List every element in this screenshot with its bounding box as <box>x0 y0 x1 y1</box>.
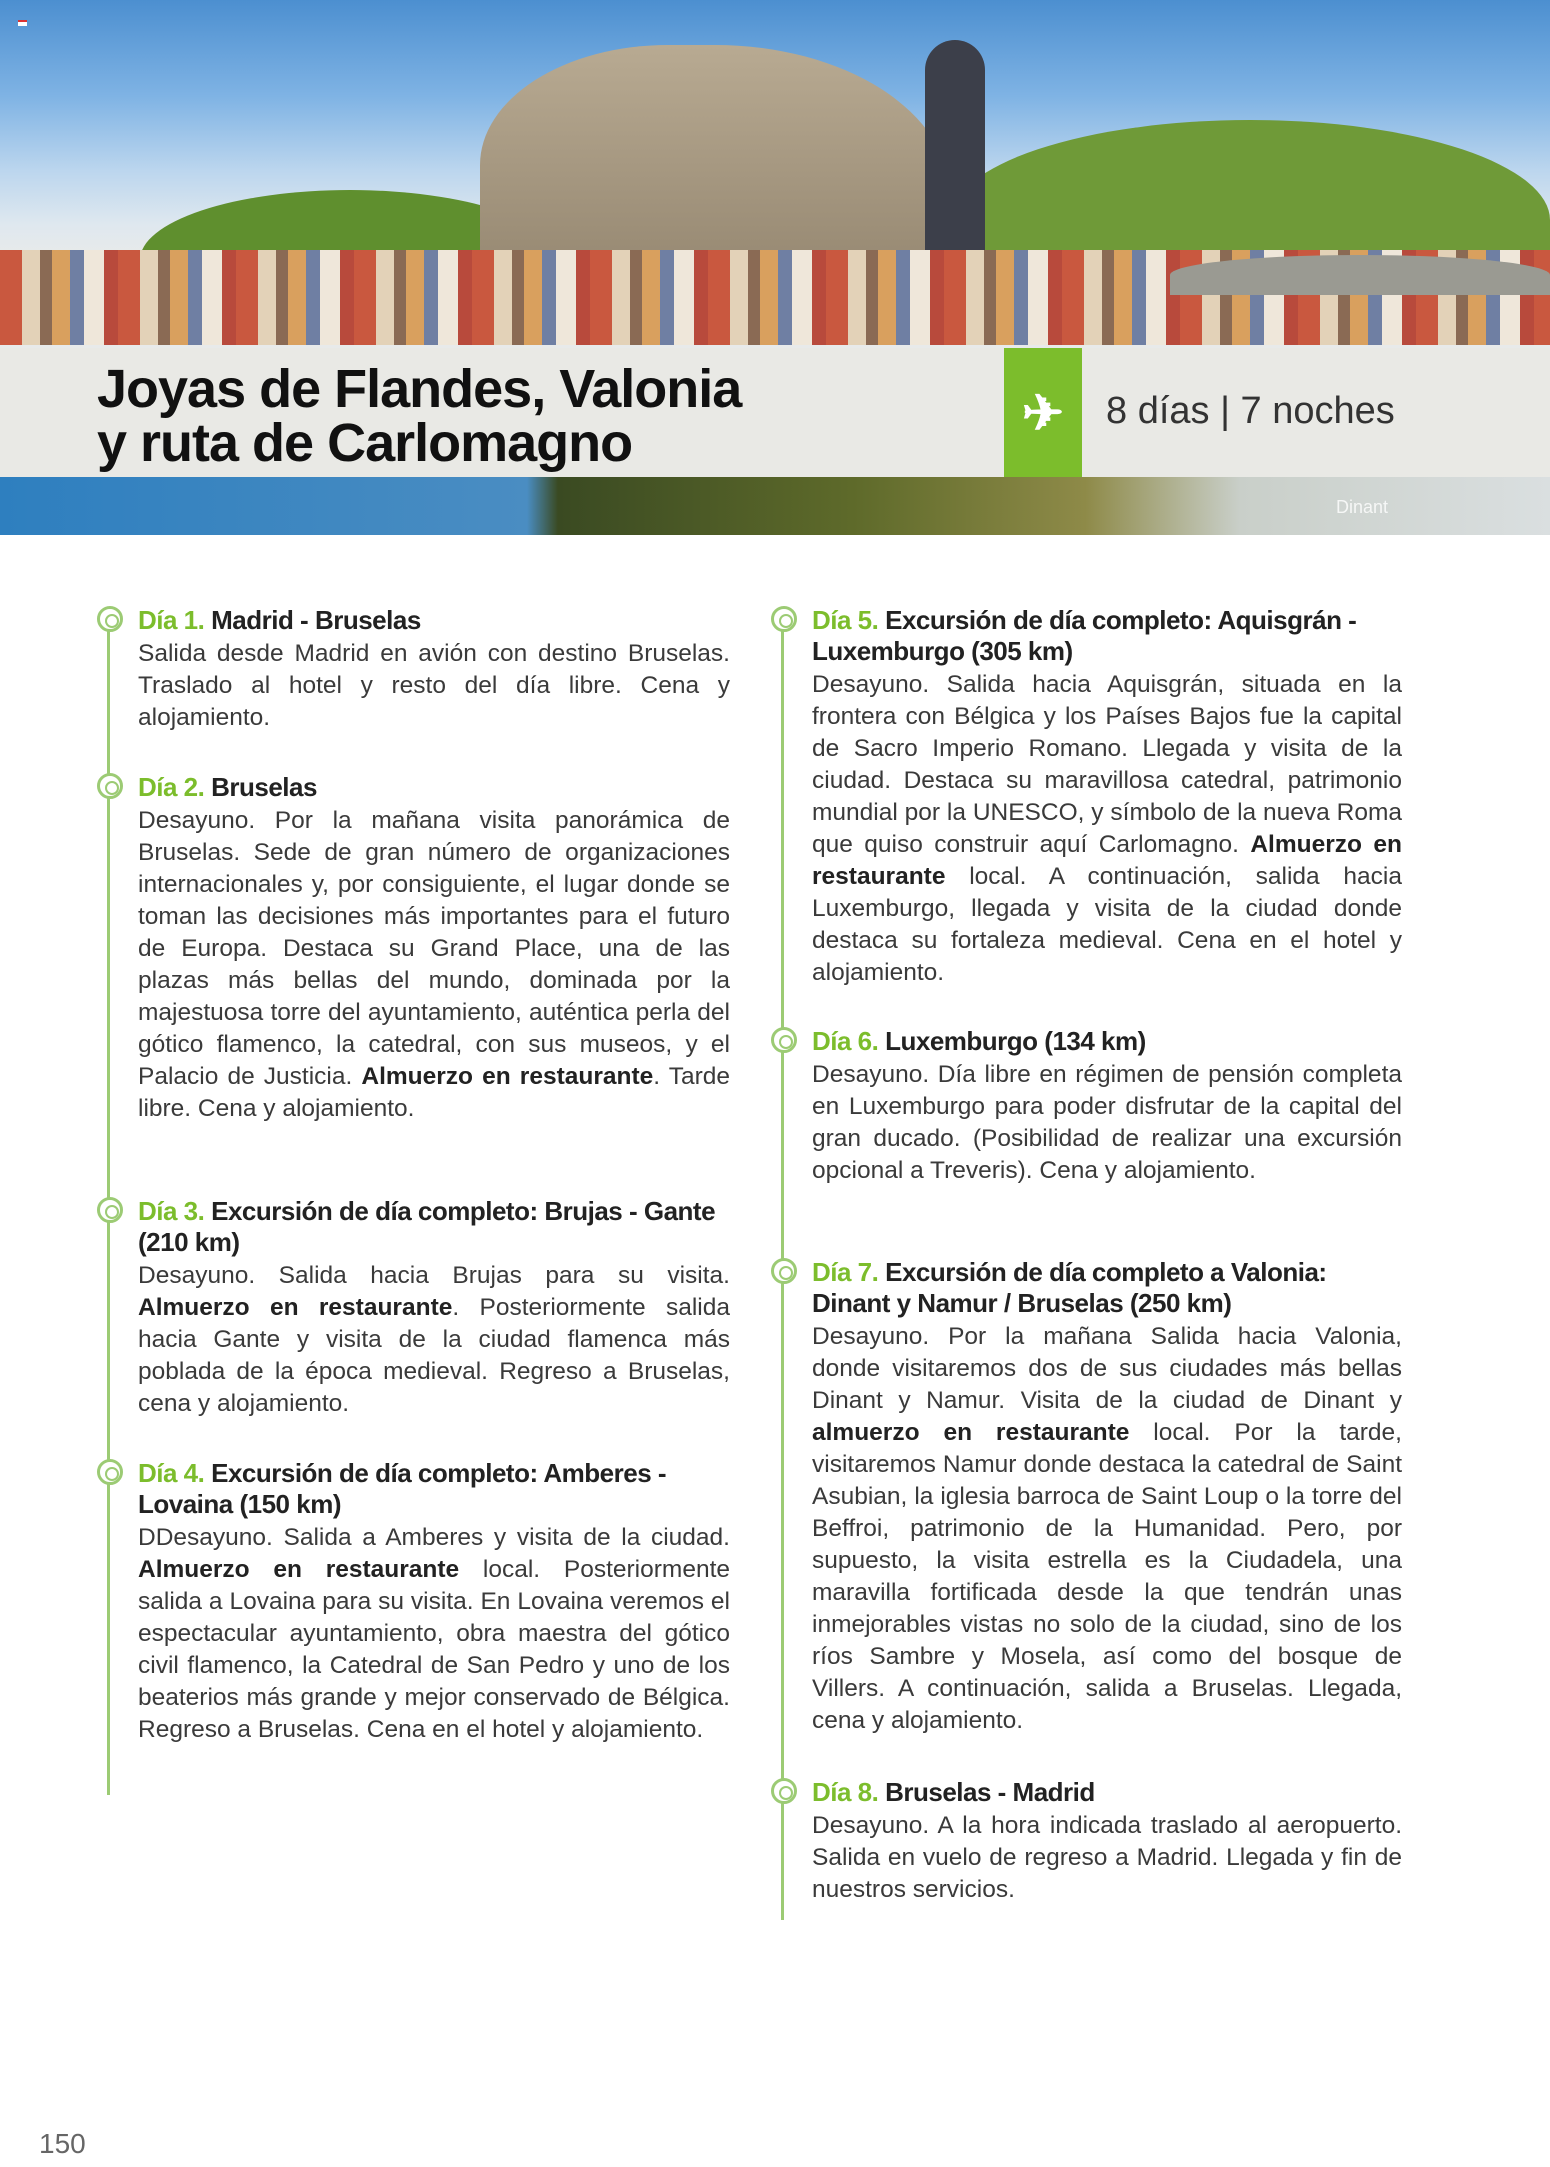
timeline-marker-icon <box>97 773 123 799</box>
highlight-text: Almuerzo en restaurante <box>138 1556 460 1583</box>
itinerary-day-7 <box>812 1257 1402 1737</box>
itinerary-day-3 <box>138 1196 730 1420</box>
day-title: Excursión de día completo: Amberes - Lovaina (150 km) <box>138 1458 667 1519</box>
description-text: . Posteriormente salida hacia Gante y visita de la ciudad flamenca más poblada de la época medieval. Regreso a Bruselas, cena y alojamiento. <box>138 1294 730 1417</box>
day-heading <box>812 1777 1402 1808</box>
day-description <box>138 1260 730 1420</box>
day-label: Día 1. <box>138 605 205 635</box>
description-text: local. A continuación, salida hacia Luxemburgo, llegada y visita de la ciudad donde destaca su fortaleza medieval. Cena en el hotel y alojamiento. <box>812 863 1402 986</box>
page-title <box>97 359 742 473</box>
day-heading <box>138 1458 730 1520</box>
day-heading <box>138 1196 730 1258</box>
day-description <box>138 1522 730 1746</box>
day-title: Bruselas <box>211 772 317 802</box>
description-text: Desayuno. Salida hacia Aquisgrán, situada en la frontera con Bélgica y los Países Bajos fue la capital de Sacro Imperio Romano. Llegada y visita de la ciudad. Destaca su maravillosa catedral, patrimonio mundial por la UNESCO, y símbolo de la nueva Roma que quiso construir aquí Carlomagno. <box>812 671 1402 858</box>
water-reflection <box>0 477 1550 535</box>
timeline-marker-icon <box>771 1027 797 1053</box>
day-title: Excursión de día completo: Aquisgrán - Luxemburgo (305 km) <box>812 605 1357 666</box>
day-title: Madrid - Bruselas <box>211 605 421 635</box>
highlight-text: almuerzo en restaurante <box>812 1419 1130 1446</box>
description-text: local. Por la tarde, visitaremos Namur donde destaca la catedral de Saint Asubian, la iglesia barroca de Saint Loup o la torre del Beffroi, patrimonio de la Humanidad. Pero, por supuesto, la visita estrella es la Ciudadela, una maravilla fortificada desde la que tendrán unas inmejorables vistas no solo de la ciudad, sino de los ríos Sambre y Mosela, así como del bosque de Villers. A continuación, salida a Bruselas. Llegada, cena y alojamiento. <box>812 1419 1402 1734</box>
day-label: Día 2. <box>138 772 205 802</box>
itinerary-day-2 <box>138 772 730 1125</box>
day-label: Día 4. <box>138 1458 205 1488</box>
title-line-1: Joyas de Flandes, Valonia <box>97 359 742 419</box>
description-text: Desayuno. Día libre en régimen de pensión completa en Luxemburgo para poder disfrutar de la capital del gran ducado. (Posibilidad de realizar una excursión opcional a Treveris). Cena y alojamiento. <box>812 1061 1402 1184</box>
description-text: local. Posteriormente salida a Lovaina para su visita. En Lovaina veremos el espectacular ayuntamiento, obra maestra del gótico civil flamenco, la Catedral de San Pedro y uno de los beaterios más grande y mejor conservado de Bélgica. Regreso a Bruselas. Cena en el hotel y alojamiento. <box>138 1556 730 1743</box>
day-title: Luxemburgo (134 km) <box>885 1026 1146 1056</box>
description-text: Salida desde Madrid en avión con destino Bruselas. Traslado al hotel y resto del día libre. Cena y alojamiento. <box>138 640 730 731</box>
timeline-marker-icon <box>97 1459 123 1485</box>
day-label: Día 6. <box>812 1026 879 1056</box>
flag-icon <box>18 20 27 26</box>
description-text: Desayuno. Por la mañana Salida hacia Valonia, donde visitaremos dos de sus ciudades más bellas Dinant y Namur. Visita de la ciudad de Dinant y <box>812 1323 1402 1414</box>
itinerary-day-8 <box>812 1777 1402 1906</box>
timeline-marker-icon <box>771 606 797 632</box>
day-description <box>812 669 1402 989</box>
day-description <box>812 1321 1402 1737</box>
day-title: Excursión de día completo: Brujas - Gante (210 km) <box>138 1196 716 1257</box>
timeline-marker-icon <box>97 1197 123 1223</box>
day-label: Día 8. <box>812 1777 879 1807</box>
day-description <box>812 1059 1402 1187</box>
day-heading <box>812 1257 1402 1319</box>
timeline-marker-icon <box>771 1258 797 1284</box>
description-text: Desayuno. A la hora indicada traslado al aeropuerto. Salida en vuelo de regreso a Madrid. Llegada y fin de nuestros servicios. <box>812 1812 1402 1903</box>
itinerary-day-5 <box>812 605 1402 989</box>
photo-caption: Dinant <box>1336 497 1389 517</box>
bridge <box>1170 255 1550 295</box>
timeline-marker-icon <box>771 1778 797 1804</box>
page-number: 150 <box>39 2128 86 2159</box>
day-description <box>138 638 730 734</box>
itinerary-day-4 <box>138 1458 730 1746</box>
itinerary-day-6 <box>812 1026 1402 1187</box>
plane-icon: ✈ <box>1004 348 1082 477</box>
timeline-marker-icon <box>97 606 123 632</box>
day-heading <box>812 1026 1402 1057</box>
day-heading <box>812 605 1402 667</box>
trip-duration: 8 días | 7 noches <box>1106 390 1395 432</box>
title-line-2: y ruta de Carlomagno <box>97 413 633 473</box>
day-description <box>138 805 730 1125</box>
day-heading <box>138 772 730 803</box>
itinerary-day-1 <box>138 605 730 734</box>
description-text: Desayuno. Salida hacia Brujas para su visita. <box>138 1262 730 1289</box>
highlight-text: Almuerzo en restaurante <box>138 1294 453 1321</box>
description-text: Desayuno. Por la mañana visita panorámica de Bruselas. Sede de gran número de organizaciones internacionales y, por consiguiente, el lugar donde se toman las decisiones más importantes para el futuro de Europa. Destaca su Grand Place, una de las plazas más bellas del mundo, dominada por la majestuosa torre del ayuntamiento, auténtica perla del gótico flamenco, la catedral, con sus museos, y el Palacio de Justicia. <box>138 807 730 1090</box>
description-text: . Tarde libre. Cena y alojamiento. <box>138 1063 730 1122</box>
day-heading <box>138 605 730 636</box>
day-description <box>812 1810 1402 1906</box>
day-title: Bruselas - Madrid <box>885 1777 1095 1807</box>
highlight-text: Almuerzo en restaurante <box>812 831 1402 890</box>
description-text: DDesayuno. Salida a Amberes y visita de la ciudad. <box>138 1524 730 1551</box>
hero-photo <box>0 0 1550 535</box>
day-label: Día 5. <box>812 605 879 635</box>
highlight-text: Almuerzo en restaurante <box>361 1063 654 1090</box>
day-label: Día 3. <box>138 1196 205 1226</box>
day-label: Día 7. <box>812 1257 879 1287</box>
day-title: Excursión de día completo a Valonia: Dinant y Namur / Bruselas (250 km) <box>812 1257 1327 1318</box>
